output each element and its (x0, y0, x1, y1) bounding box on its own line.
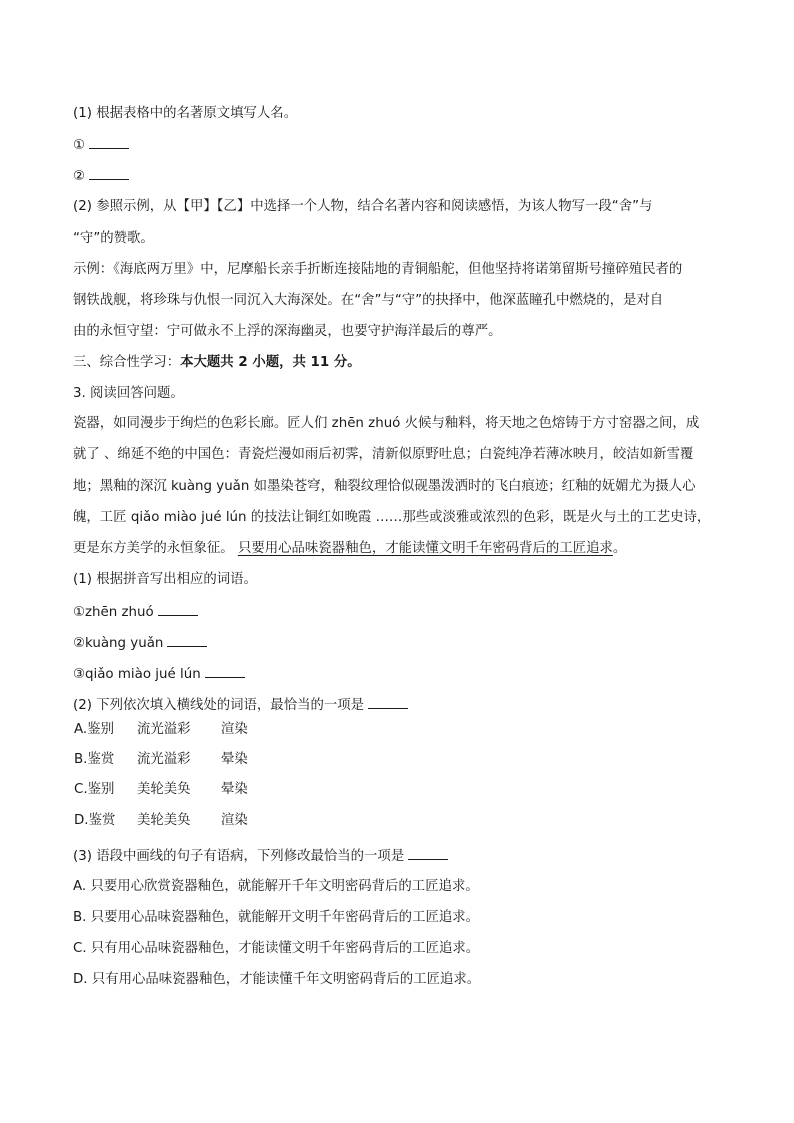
q3-passage-line1: 瓷器，如同漫步于绚烂的色彩长廊。匠人们 zhēn zhuó 火候与釉料，将天地之色熔铸于方寸窑器之间，成 (73, 416, 700, 431)
q3-passage-line5-plain: 更是东方美学的永恒象征。 (73, 541, 238, 556)
q3-passage-line4: 魄，工匠 qiǎo miào jué lún 的技法让铜红如晚霞 ……那些或淡雅或浓烈的色彩，既是火与土的工艺史诗， (73, 510, 711, 525)
q3-passage-line3: 地；黑釉的深沉 kuàng yuǎn 如墨染苍穹，釉裂纹理恰似砚墨泼洒时的飞白痕迹；红釉的妩媚尤为摄人心 (73, 479, 696, 494)
q3-sub2: (2) 下列依次填入横线处的词语，最恰当的一项是 (73, 698, 365, 713)
q2-blank1-answer-line[interactable] (89, 135, 129, 149)
q3-passage-line5-end: 。 (612, 541, 627, 556)
q2-sub1: (1) 根据表格中的名著原文填写人名。 (73, 106, 298, 121)
q2-blank2-answer-line[interactable] (89, 166, 129, 180)
q3-pinyin3: ③qiǎo miào jué lún (73, 667, 201, 682)
q3-sub2-option-d[interactable] (74, 811, 281, 831)
option-word-2: 美轮美奂 (137, 782, 191, 797)
q3-pinyin3-answer-line[interactable] (205, 664, 245, 678)
q3-sub3: (3) 语段中画线的句子有语病，下列修改最恰当的一项是 (73, 849, 405, 864)
section3-heading-prefix: 三、综合性学习： (73, 355, 181, 370)
q3-passage-line2: 就了 、绵延不绝的中国色：青瓷烂漫如雨后初霁，清新似原野吐息；白瓷纯净若薄冰映月，皎洁如新雪覆 (73, 447, 694, 462)
q3-sub2-row (73, 695, 408, 716)
q3-sub3-option-b[interactable]: B. 只要用心品味瓷器釉色，就能解开文明千年密码背后的工匠追求。 (73, 910, 480, 925)
q3-sub3-option-c[interactable]: C. 只有用心品味瓷器釉色，才能读懂文明千年密码背后的工匠追求。 (73, 941, 480, 956)
q3-sub2-answer-line[interactable] (368, 695, 408, 709)
option-word-1: D.鉴赏 (74, 813, 116, 828)
q3-sub3-answer-line[interactable] (408, 846, 448, 860)
q3-sub1: (1) 根据拼音写出相应的词语。 (73, 572, 257, 587)
q2-sub2-line2: “守”的赞歌。 (73, 231, 154, 246)
option-word-3: 渲染 (221, 813, 248, 828)
q3-pinyin1: ①zhēn zhuó (73, 605, 154, 620)
q3-sub2-option-a[interactable] (74, 720, 281, 740)
q2-blank1-label: ① (73, 138, 86, 153)
option-word-3: 晕染 (221, 782, 248, 797)
q2-blank2-label: ② (73, 169, 86, 184)
q3-sub3-option-a[interactable]: A. 只要用心欣赏瓷器釉色，就能解开千年文明密码背后的工匠追求。 (73, 879, 479, 894)
q3-title: 3. 阅读回答问题。 (73, 386, 184, 401)
q3-sub2-option-b[interactable] (74, 750, 281, 770)
option-word-2: 美轮美奂 (137, 813, 191, 828)
q3-sub2-option-c[interactable] (74, 780, 281, 800)
q3-underlined-sentence: 只要用心品味瓷器釉色，才能读懂文明千年密码背后的工匠追求 (237, 541, 613, 556)
q3-pinyin3-row (73, 664, 245, 685)
option-word-3: 晕染 (221, 752, 248, 767)
option-word-2: 流光溢彩 (137, 752, 191, 767)
q3-pinyin1-row (73, 602, 198, 623)
q2-sub2-line1: (2) 参照示例，从【甲】【乙】中选择一个人物，结合名著内容和阅读感悟，为该人物写一段“舍”与 (73, 199, 653, 214)
q3-pinyin2: ②kuàng yuǎn (73, 636, 164, 651)
q3-sub3-row (73, 846, 448, 867)
option-word-3: 渲染 (221, 722, 248, 737)
q3-pinyin2-row (73, 633, 207, 654)
option-word-2: 流光溢彩 (137, 722, 191, 737)
q2-example-line1: 示例：《海底两万里》中，尼摩船长亲手折断连接陆地的青铜船舵，但他坚持将诺第留斯号撞碎殖民者的 (73, 262, 683, 277)
section3-heading (73, 353, 361, 373)
option-word-1: B.鉴赏 (74, 752, 115, 767)
option-word-1: C.鉴别 (74, 782, 115, 797)
option-word-1: A.鉴别 (74, 722, 114, 737)
q3-pinyin2-answer-line[interactable] (167, 633, 207, 647)
q2-example-line2: 钢铁战舰，将珍珠与仇恨一同沉入大海深处。在“舍”与“守”的抉择中，他深蓝瞳孔中燃烧的，是对自 (73, 293, 664, 308)
q3-sub3-option-d[interactable]: D. 只有用心品味瓷器釉色，才能读懂千年文明密码背后的工匠追求。 (73, 972, 481, 987)
q2-example-line3: 由的永恒守望：宁可做永不上浮的深海幽灵，也要守护海洋最后的尊严。 (73, 324, 502, 339)
q2-blank1-row (73, 135, 129, 156)
q3-pinyin1-answer-line[interactable] (158, 602, 198, 616)
q2-blank2-row (73, 166, 129, 187)
q3-passage-line5 (73, 539, 626, 559)
section3-heading-bold: 本大题共 2 小题，共 11 分。 (180, 355, 361, 370)
